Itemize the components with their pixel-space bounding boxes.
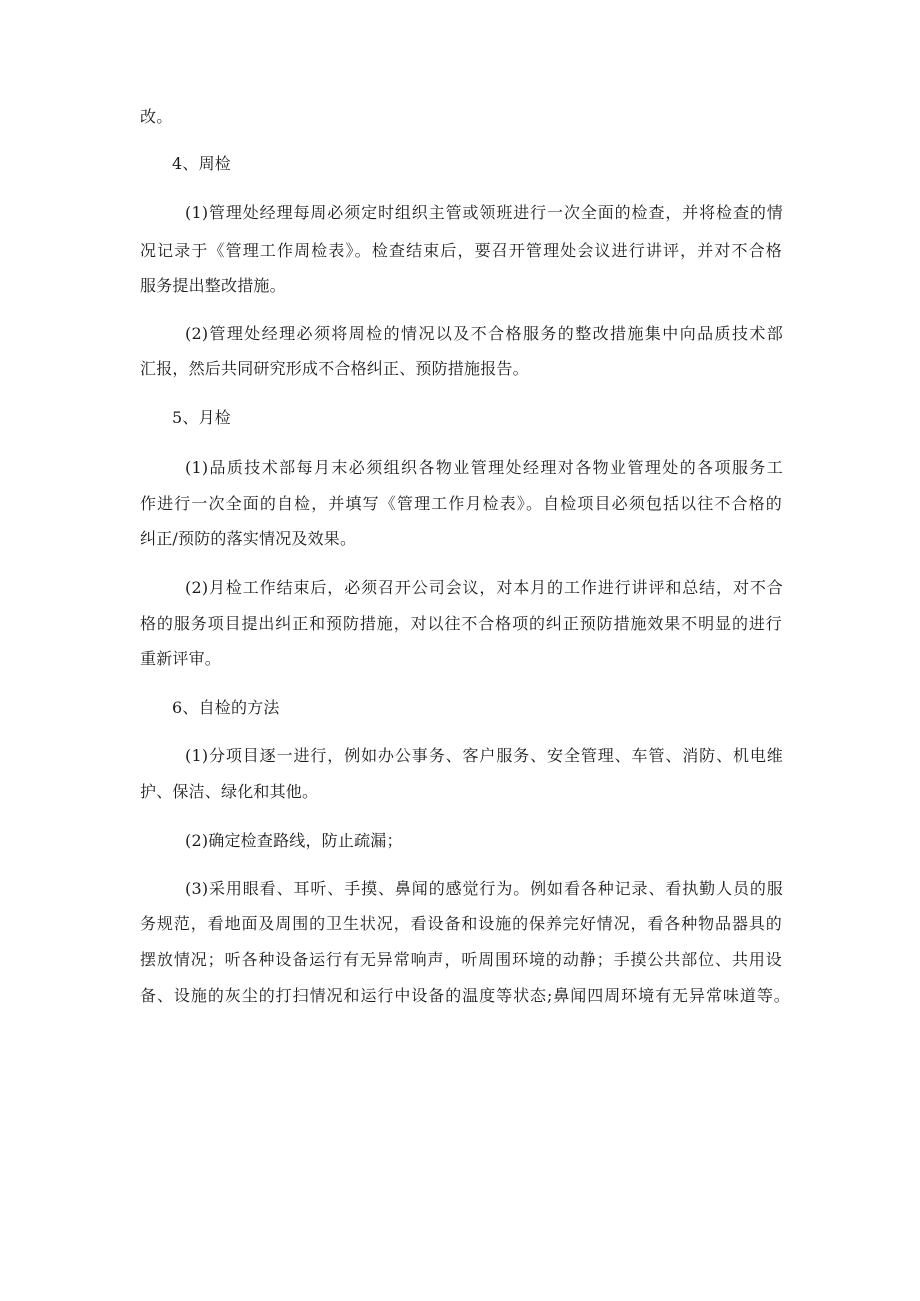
text-line: 护、保洁、绿化和其他。 — [140, 782, 319, 801]
text-line: 纠正/预防的落实情况及效果。 — [140, 529, 357, 548]
text-line: 务规范，看地面及周围的卫生状况，看设备和设施的保养完好情况，看各种物品器具的 — [140, 914, 782, 933]
text-line: (2)管理处经理必须将周检的情况以及不合格服务的整改措施集中向品质技术部 — [185, 324, 783, 343]
text-line: (1)管理处经理每周必须定时组织主管或领班进行一次全面的检查，并将检查的情 — [185, 203, 783, 222]
text-line: 格的服务项目提出纠正和预防措施，对以往不合格项的纠正预防措施效果不明显的进行 — [140, 614, 782, 633]
text-line: 摆放情况；听各种设备运行有无异常响声，听周围环境的动静；手摸公共部位、共用设 — [140, 950, 782, 969]
text-line: 况记录于《管理工作周检表》。检查结束后，要召开管理处会议进行讲评，并对不合格 — [140, 241, 782, 260]
section-heading-self-check-method: 6、自检的方法 — [172, 698, 280, 717]
section-heading-weekly-check: 4、周检 — [172, 154, 231, 173]
section-heading-monthly-check: 5、月检 — [172, 408, 231, 427]
text-line: 改。 — [140, 107, 173, 126]
text-line: (2)月检工作结束后，必须召开公司会议，对本月的工作进行讲评和总结，对不合 — [185, 578, 783, 597]
text-line: (3)采用眼看、耳听、手摸、鼻闻的感觉行为。例如看各种记录、看执勤人员的服 — [185, 879, 783, 898]
text-line: 作进行一次全面的自检，并填写《管理工作月检表》。自检项目必须包括以往不合格的 — [140, 494, 782, 513]
text-line: (1)品质技术部每月末必须组织各物业管理处经理对各物业管理处的各项服务工 — [185, 458, 783, 477]
text-line: (1)分项目逐一进行，例如办公事务、客户服务、安全管理、车管、消防、机电维 — [185, 746, 783, 765]
text-line: 汇报，然后共同研究形成不合格纠正、预防措施报告。 — [140, 359, 529, 378]
text-line: 重新评审。 — [140, 649, 222, 668]
text-line: 服务提出整改措施。 — [140, 276, 286, 295]
text-line: (2)确定检查路线，防止疏漏； — [185, 831, 403, 850]
text-line: 备、设施的灰尘的打扫情况和运行中设备的温度等状态;鼻闻四周环境有无异常味道等。 — [140, 986, 790, 1005]
